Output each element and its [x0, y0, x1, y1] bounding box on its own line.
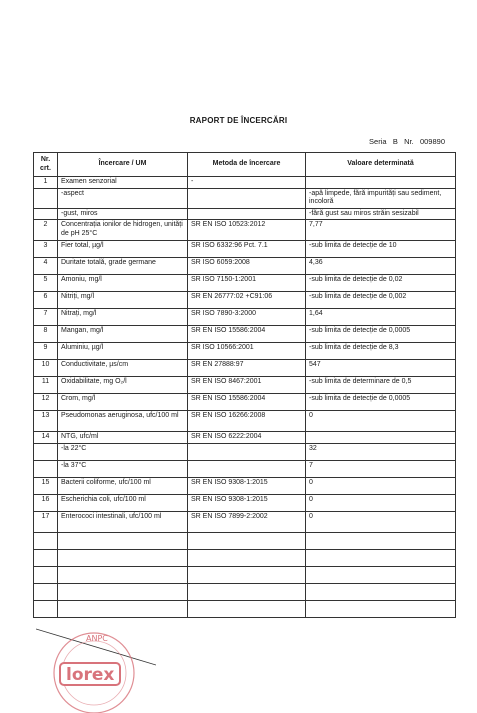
cell-value: -sub limita de detecție de 0,0005 — [306, 326, 456, 343]
cell-value: 7,77 — [306, 220, 456, 241]
cell-nr: 5 — [34, 275, 58, 292]
table-row — [34, 177, 456, 189]
table-row — [34, 512, 456, 533]
cell-nr: 12 — [34, 394, 58, 411]
table-row — [34, 584, 456, 601]
table-row — [34, 432, 456, 444]
cell-test: Nitriți, mg/l — [58, 292, 188, 309]
table-row — [34, 601, 456, 618]
cell-value: -sub limita de detecție de 10 — [306, 241, 456, 258]
table-row — [34, 188, 456, 208]
header-value: Valoare determinată — [306, 153, 456, 177]
cell-value — [306, 177, 456, 189]
cell-value: -sub limita de detecție de 0,02 — [306, 275, 456, 292]
cell-value — [306, 550, 456, 567]
cell-nr — [34, 208, 58, 220]
table-row — [34, 550, 456, 567]
cell-nr: 8 — [34, 326, 58, 343]
series-value: B — [392, 137, 398, 146]
cell-method — [188, 444, 306, 461]
table-row — [34, 411, 456, 432]
table-row — [34, 292, 456, 309]
cell-test — [58, 533, 188, 550]
cell-method: SR EN 27888:97 — [188, 360, 306, 377]
cell-method — [188, 550, 306, 567]
cell-method — [188, 533, 306, 550]
table-header-row — [34, 153, 456, 177]
cell-method: SR ISO 6332:96 Pct. 7.1 — [188, 241, 306, 258]
table-row — [34, 478, 456, 495]
cell-method: - — [188, 177, 306, 189]
cell-test: Examen senzorial — [58, 177, 188, 189]
cell-nr: 14 — [34, 432, 58, 444]
cell-test: Oxidabilitate, mg O₂/l — [58, 377, 188, 394]
cell-nr: 13 — [34, 411, 58, 432]
cell-value: 1,64 — [306, 309, 456, 326]
cell-method: SR ISO 6059:2008 — [188, 258, 306, 275]
cell-test: NTG, ufc/ml — [58, 432, 188, 444]
header-test: Încercare / UM — [58, 153, 188, 177]
table-row — [34, 343, 456, 360]
cell-value: 0 — [306, 478, 456, 495]
table-row — [34, 220, 456, 241]
cell-nr: 6 — [34, 292, 58, 309]
cell-value: 547 — [306, 360, 456, 377]
cell-test: Nitrați, mg/l — [58, 309, 188, 326]
cell-nr: 10 — [34, 360, 58, 377]
cell-nr: 16 — [34, 495, 58, 512]
cell-method — [188, 461, 306, 478]
cell-nr: 4 — [34, 258, 58, 275]
table-row — [34, 377, 456, 394]
cell-value: -sub limita de detecție de 8,3 — [306, 343, 456, 360]
cell-test: -la 22°C — [58, 444, 188, 461]
cell-test: Escherichia coli, ufc/100 ml — [58, 495, 188, 512]
series-label: Seria — [369, 137, 387, 146]
cell-nr — [34, 550, 58, 567]
cell-method — [188, 567, 306, 584]
cell-test: -aspect — [58, 188, 188, 208]
lorex-stamp — [36, 627, 156, 713]
cell-method: SR ISO 7150-1:2001 — [188, 275, 306, 292]
stamp-graphic — [36, 627, 156, 713]
cell-test: Aluminiu, µg/l — [58, 343, 188, 360]
cell-method: SR ISO 7890-3:2000 — [188, 309, 306, 326]
cell-nr — [34, 188, 58, 208]
cell-value: 0 — [306, 512, 456, 533]
cell-value — [306, 533, 456, 550]
cell-value — [306, 601, 456, 618]
cell-method: SR EN ISO 15586:2004 — [188, 326, 306, 343]
cell-value — [306, 584, 456, 601]
cell-method: SR EN ISO 9308-1:2015 — [188, 495, 306, 512]
cell-method — [188, 601, 306, 618]
cell-test: Fier total, µg/l — [58, 241, 188, 258]
table-row — [34, 275, 456, 292]
cell-value: 7 — [306, 461, 456, 478]
cell-test: Concentrația ionilor de hidrogen, unități de pH 25°C — [58, 220, 188, 241]
cell-value: 32 — [306, 444, 456, 461]
cell-test: Conductivitate, µs/cm — [58, 360, 188, 377]
cell-method: SR EN ISO 10523:2012 — [188, 220, 306, 241]
cell-method: SR ISO 10566:2001 — [188, 343, 306, 360]
cell-value: -sub limita de detecție de 0,0005 — [306, 394, 456, 411]
cell-nr: 3 — [34, 241, 58, 258]
table-row — [34, 241, 456, 258]
cell-test: Amoniu, mg/l — [58, 275, 188, 292]
cell-value: 0 — [306, 411, 456, 432]
cell-nr: 15 — [34, 478, 58, 495]
cell-test: Mangan, mg/l — [58, 326, 188, 343]
cell-method: SR EN ISO 15586:2004 — [188, 394, 306, 411]
cell-nr: 9 — [34, 343, 58, 360]
table-row — [34, 533, 456, 550]
cell-method: SR EN ISO 7899-2:2002 — [188, 512, 306, 533]
cell-nr — [34, 444, 58, 461]
cell-test: Duritate totală, grade germane — [58, 258, 188, 275]
cell-test — [58, 584, 188, 601]
cell-nr: 1 — [34, 177, 58, 189]
cell-nr — [34, 461, 58, 478]
cell-nr: 17 — [34, 512, 58, 533]
cell-value: -apă limpede, fără impurități sau sediment, incoloră — [306, 188, 456, 208]
cell-value: -sub limita de detecție de 0,002 — [306, 292, 456, 309]
table-row — [34, 567, 456, 584]
cell-test: Crom, mg/l — [58, 394, 188, 411]
cell-nr: 11 — [34, 377, 58, 394]
header-method: Metoda de încercare — [188, 153, 306, 177]
cell-method — [188, 188, 306, 208]
cell-test: Pseudomonas aeruginosa, ufc/100 ml — [58, 411, 188, 432]
stamp-arc-text: ANPC — [86, 634, 108, 643]
cell-method — [188, 584, 306, 601]
cell-value — [306, 567, 456, 584]
table-row — [34, 461, 456, 478]
cell-test: Bacterii coliforme, ufc/100 ml — [58, 478, 188, 495]
cell-nr — [34, 584, 58, 601]
cell-method: SR EN ISO 6222:2004 — [188, 432, 306, 444]
cell-test — [58, 601, 188, 618]
table-row — [34, 360, 456, 377]
cell-nr: 2 — [34, 220, 58, 241]
cell-test: -gust, miros — [58, 208, 188, 220]
report-number: 009890 — [419, 137, 445, 146]
cell-value: -fără gust sau miros străin sesizabil — [306, 208, 456, 220]
stamp-brand: lorex — [66, 665, 115, 685]
cell-value: -sub limita de determinare de 0,5 — [306, 377, 456, 394]
table-row — [34, 326, 456, 343]
header-nr: Nr. crt. — [34, 153, 58, 177]
results-table — [33, 152, 456, 618]
table-row — [34, 208, 456, 220]
cell-method — [188, 208, 306, 220]
cell-test: Enterococi intestinali, ufc/100 ml — [58, 512, 188, 533]
cell-nr — [34, 533, 58, 550]
table-row — [34, 258, 456, 275]
report-series — [369, 137, 445, 146]
report-title: RAPORT DE ÎNCERCĂRI — [189, 116, 288, 125]
cell-test — [58, 550, 188, 567]
cell-method: SR EN 26777:02 +C91:06 — [188, 292, 306, 309]
cell-method: SR EN ISO 16266:2008 — [188, 411, 306, 432]
table-row — [34, 309, 456, 326]
cell-test: -la 37°C — [58, 461, 188, 478]
cell-method: SR EN ISO 8467:2001 — [188, 377, 306, 394]
table-row — [34, 444, 456, 461]
cell-method: SR EN ISO 9308-1:2015 — [188, 478, 306, 495]
cell-nr — [34, 567, 58, 584]
cell-nr: 7 — [34, 309, 58, 326]
table-row — [34, 495, 456, 512]
cell-nr — [34, 601, 58, 618]
cell-test — [58, 567, 188, 584]
cell-value: 0 — [306, 495, 456, 512]
cell-value: 4,36 — [306, 258, 456, 275]
table-row — [34, 394, 456, 411]
cell-value — [306, 432, 456, 444]
number-label: Nr. — [404, 137, 414, 146]
